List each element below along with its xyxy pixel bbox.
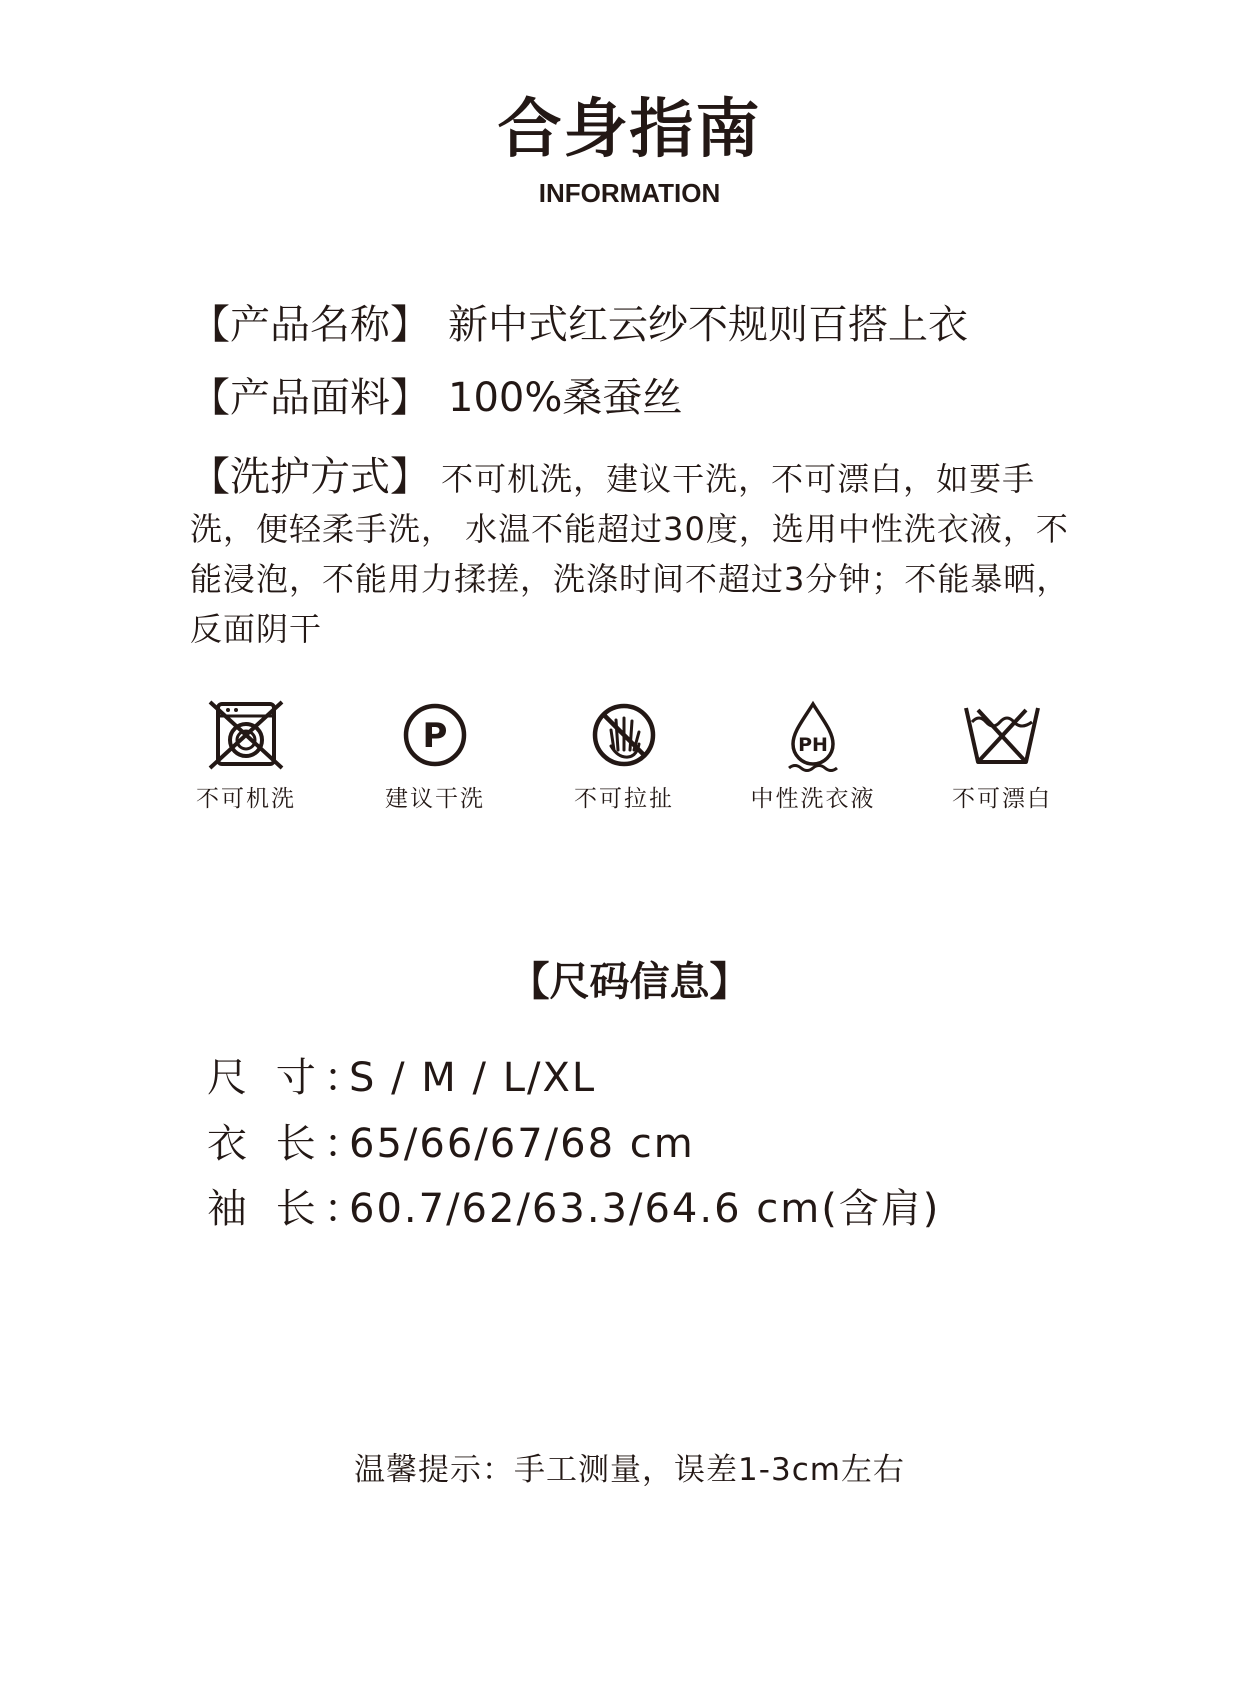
length-label: 衣 长：	[207, 1121, 372, 1167]
care-text: 不可机洗，建议干洗，不可漂白，如要手洗，便轻柔手洗， 水温不能超过30度，选用中性洗衣液，不能浸泡，不能用力揉搓，洗涤时间不超过3分钟；不能暴晒，反面阴干	[190, 460, 1070, 648]
size-info-heading: 【尺码信息】	[509, 959, 750, 1005]
care-icon-label: 中性洗衣液	[750, 786, 876, 812]
product-fabric-label: 【产品面料】	[190, 375, 430, 421]
care-label: 【洗护方式】	[190, 454, 430, 500]
care-item-no-bleach	[922, 700, 1082, 811]
ph-neutral-drop-icon	[773, 700, 853, 776]
page-title: 合身指南	[497, 93, 762, 167]
product-fabric-row	[190, 375, 683, 421]
no-pull-hand-icon	[584, 700, 664, 770]
svg-text:P: P	[422, 716, 448, 756]
product-name-label: 【产品名称】	[190, 302, 430, 348]
sleeve-value: 60.7/62/63.3/64.6 cm(含肩)	[349, 1186, 941, 1232]
care-item-neutral-detergent	[733, 700, 893, 811]
measurement-tip: 温馨提示：手工测量，误差1-3cm左右	[354, 1452, 905, 1488]
product-name-row	[190, 302, 968, 348]
product-fabric-value: 100%桑蚕丝	[448, 375, 683, 421]
size-row-length	[207, 1121, 695, 1167]
sleeve-label: 袖 长：	[207, 1186, 372, 1232]
care-icons-row	[0, 700, 1259, 840]
size-value: S / M / L/XL	[349, 1055, 597, 1101]
care-instructions	[190, 452, 1090, 654]
size-row-size	[207, 1055, 597, 1101]
care-icon-label: 不可拉扯	[574, 786, 674, 812]
care-item-no-machine-wash	[166, 700, 326, 811]
care-item-dry-clean	[355, 700, 515, 811]
dry-clean-p-icon	[395, 700, 475, 770]
no-machine-wash-icon	[206, 700, 286, 770]
length-value: 65/66/67/68 cm	[349, 1121, 695, 1167]
care-icon-label: 建议干洗	[385, 786, 485, 812]
svg-text:PH: PH	[798, 734, 828, 756]
care-item-no-pull	[544, 700, 704, 811]
page-subtitle: INFORMATION	[538, 178, 721, 208]
care-icon-label: 不可机洗	[196, 786, 296, 812]
size-label: 尺 寸：	[207, 1055, 372, 1101]
no-bleach-icon	[962, 700, 1042, 770]
product-name-value: 新中式红云纱不规则百搭上衣	[448, 302, 968, 348]
care-icon-label: 不可漂白	[952, 786, 1052, 812]
size-row-sleeve	[207, 1186, 941, 1232]
